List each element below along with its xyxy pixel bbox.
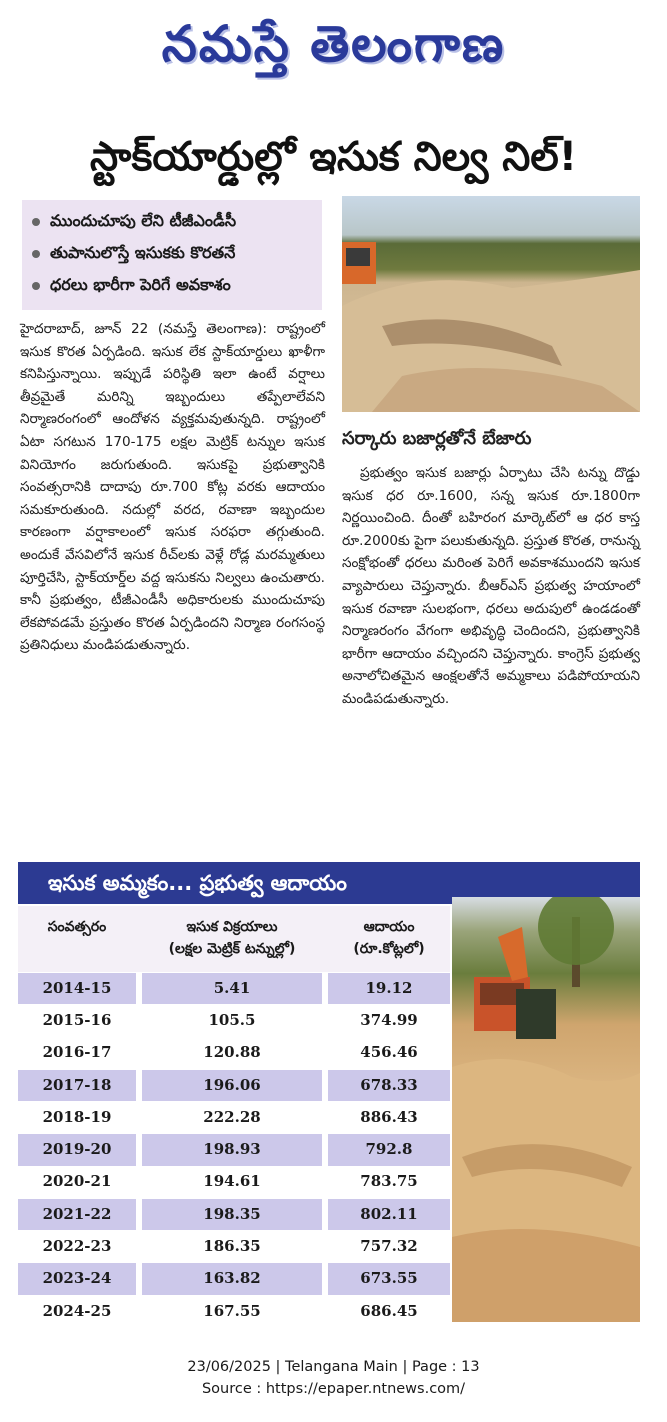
cell-sales: 105.5 <box>142 1005 322 1037</box>
table-row <box>18 1231 450 1263</box>
table-row <box>18 973 450 1005</box>
table-row <box>18 1070 450 1102</box>
header-revenue <box>328 906 450 972</box>
cell-sales: 194.61 <box>142 1166 322 1198</box>
article-subhead: సర్కారు బజార్లతోనే బేజారు <box>342 428 532 449</box>
cell-revenue: 673.55 <box>328 1263 450 1295</box>
article-text-2: ప్రభుత్వం ఇసుక బజార్లు ఏర్పాటు చేసి టన్ను దొడ్డు ఇసుక ధర రూ.1600, సన్న ఇసుక రూ.1800గా నిర్ణయించింది. దీంతో బహిరంగ మార్కెట్‌లో ఆ ధర కాస్త రూ.2000కు పైగా పలుకుతున్నది. ప్రస్తుత కొరత, రానున్న సంక్షోభంతో ధరలు మరింత పెరిగే అవకాశముందని ఇసుక వ్యాపారులు చెప్తున్నారు. బీఆర్‌ఎస్ ప్రభుత్వ హయాంలో ఇసుక రవాణా సులభంగా, ధరలు అదుపులో ఉండడంతో నిర్మాణరంగం వేగంగా అభివృద్ధి చెందిందని, ప్రభుత్వానికి భారీగా ఆదాయం వచ్చిందని చెప్తున్నారు. కాంగ్రెస్ ప్రభుత్వ అనాలోచితమైన ఆంక్షలతోనే అమ్మకాలు పడిపోయాయని మండిపడుతున్నారు. <box>342 465 640 707</box>
sand-yard-photo-art <box>342 196 640 412</box>
cell-year: 2014-15 <box>18 973 136 1005</box>
bullet-dot-icon <box>32 218 40 226</box>
cell-year: 2019-20 <box>18 1134 136 1166</box>
table-row <box>18 1134 450 1166</box>
cell-sales: 167.55 <box>142 1296 322 1328</box>
footer-source: Source : https://epaper.ntnews.com/ <box>201 1381 466 1397</box>
cell-year: 2017-18 <box>18 1070 136 1102</box>
sand-truck-photo-art <box>452 897 640 1322</box>
cell-year: 2021-22 <box>18 1199 136 1231</box>
bullet-item <box>32 270 312 302</box>
bullet-text: ముందుచూపు లేని టీజీఎండీసీ <box>50 210 237 230</box>
cell-revenue: 757.32 <box>328 1231 450 1263</box>
bullet-item <box>32 238 312 270</box>
article-column-2 <box>342 462 640 852</box>
sales-revenue-table <box>18 906 450 1330</box>
cell-revenue: 886.43 <box>328 1102 450 1134</box>
table-row <box>18 1102 450 1134</box>
table-row <box>18 1037 450 1069</box>
table-row <box>18 1263 450 1295</box>
cell-year: 2016-17 <box>18 1037 136 1069</box>
header-year-label: సంవత్సరం <box>47 919 107 935</box>
table-row <box>18 1296 450 1328</box>
cell-sales: 5.41 <box>142 973 322 1005</box>
table-row <box>18 1199 450 1231</box>
header-sales-line1: ఇసుక విక్రయాలు <box>186 919 278 935</box>
cell-year: 2024-25 <box>18 1296 136 1328</box>
cell-year: 2020-21 <box>18 1166 136 1198</box>
cell-sales: 222.28 <box>142 1102 322 1134</box>
table-header-row <box>18 906 450 972</box>
bullet-text: ధరలు భారీగా పెరిగే అవకాశం <box>50 274 231 294</box>
cell-year: 2023-24 <box>18 1263 136 1295</box>
cell-sales: 163.82 <box>142 1263 322 1295</box>
cell-revenue: 456.46 <box>328 1037 450 1069</box>
sand-yard-photo <box>342 196 640 412</box>
bullet-item <box>32 206 312 238</box>
cell-sales: 198.93 <box>142 1134 322 1166</box>
bullet-dot-icon <box>32 250 40 258</box>
cell-sales: 196.06 <box>142 1070 322 1102</box>
sand-truck-photo <box>452 897 640 1322</box>
cell-year: 2018-19 <box>18 1102 136 1134</box>
bullet-text: తుపానులొస్తే ఇసుకకు కొరతనే <box>50 242 236 262</box>
headline: స్టాక్‌యార్డుల్లో ఇసుక నిల్వ నిల్! <box>90 134 577 180</box>
cell-sales: 120.88 <box>142 1037 322 1069</box>
article-column-1 <box>20 318 325 850</box>
cell-year: 2015-16 <box>18 1005 136 1037</box>
header-year <box>18 906 136 972</box>
cell-revenue: 686.45 <box>328 1296 450 1328</box>
table-title: ఇసుక అమ్మకం... ప్రభుత్వ ఆదాయం <box>18 862 640 904</box>
footer-date-edition: 23/06/2025 | Telangana Main | Page : 13 <box>187 1359 480 1375</box>
cell-revenue: 802.11 <box>328 1199 450 1231</box>
cell-revenue: 792.8 <box>328 1134 450 1166</box>
cell-year: 2022-23 <box>18 1231 136 1263</box>
cell-sales: 186.35 <box>142 1231 322 1263</box>
table-row <box>18 1166 450 1198</box>
cell-sales: 198.35 <box>142 1199 322 1231</box>
header-sales <box>142 906 322 972</box>
article-text-1: హైదరాబాద్, జూన్ 22 (నమస్తే తెలంగాణ): రాష్ట్రంలో ఇసుక కొరత ఏర్పడింది. ఇసుక లేక స్టాక్‌యార్డులు ఖాళీగా కనిపిస్తున్నాయి. ఇప్పుడే పరిస్థితి ఇలా ఉంటే వర్షాలు తీవ్రమైతే మరిన్ని ఇబ్బందులు తప్పేలాలేవని నిర్మాణరంగంలో ఆందోళన వ్యక్తమవుతున్నది. రాష్ట్రంలో ఏటా సగటున 170-175 లక్షల మెట్రిక్ టన్నుల ఇసుక వినియోగం జరుగుతుంది. ఇసుకపై ప్రభుత్వానికి సంవత్సరానికి దాదాపు రూ.700 కోట్ల వరకు ఆదాయం సమకూరుతుంది. నదుల్లో వరద, రవాణా ఇబ్బందుల కారణంగా వర్షాకాలంలో ఇసుక సరఫరా తగ్గుతుంది. అందుకే వేసవిలోనే ఇసుక రీచ్‌లకు వెళ్లే రోడ్ల మరమ్మతులు పూర్తిచేసి, స్టాక్‌యార్డ్‌ల వద్ద ఇసుకను నిల్వలు ఉంచుతారు. కానీ ప్రభుత్వం, టీజీఎండీసీ అధికారులకు ముందుచూపు లేకపోవడమే ప్రస్తుతం కొరత ఏర్పడిందని నిర్మాణ రంగసంస్థ ప్రతినిధులు మండిపడుతున్నారు. <box>20 321 325 654</box>
bullet-dot-icon <box>32 282 40 290</box>
page-footer <box>0 1356 667 1400</box>
cell-revenue: 783.75 <box>328 1166 450 1198</box>
table-row <box>18 1005 450 1037</box>
bullet-box <box>22 200 322 310</box>
masthead-title: నమస్తే తెలంగాణ <box>161 14 506 73</box>
header-sales-line2: (లక్షల మెట్రిక్ టన్నుల్లో) <box>168 941 296 957</box>
cell-revenue: 19.12 <box>328 973 450 1005</box>
header-revenue-line1: ఆదాయం <box>363 919 415 935</box>
cell-revenue: 374.99 <box>328 1005 450 1037</box>
header-revenue-line2: (రూ.కోట్లలో) <box>353 941 425 957</box>
cell-revenue: 678.33 <box>328 1070 450 1102</box>
